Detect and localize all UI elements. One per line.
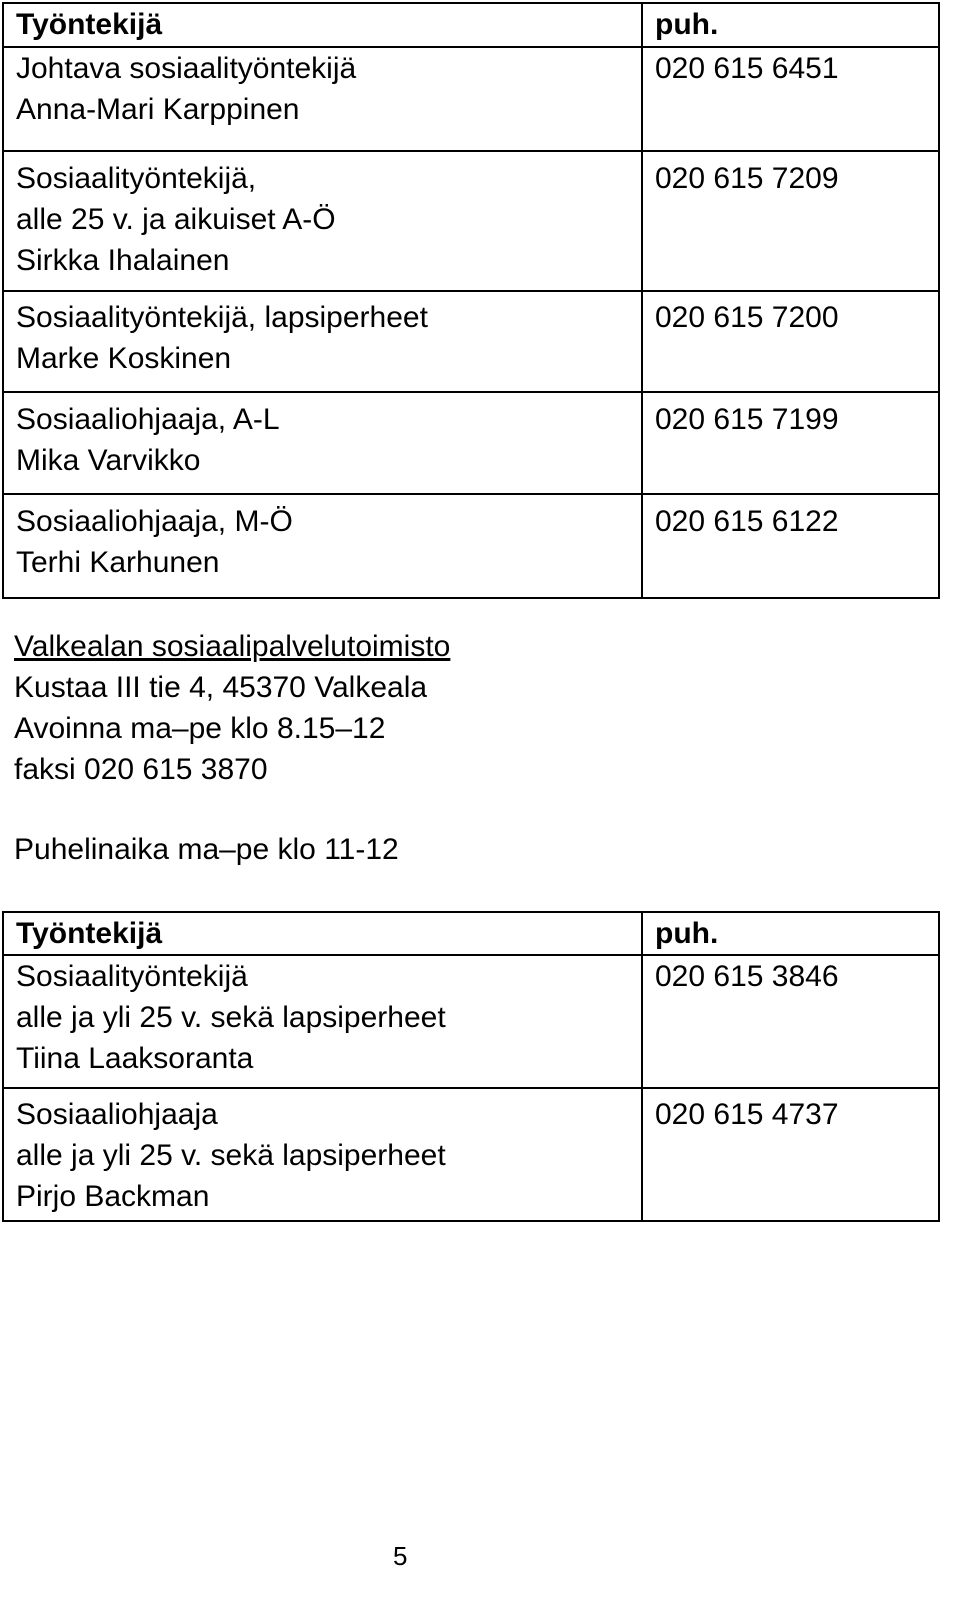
employee-cell xyxy=(3,955,642,1088)
phone-cell xyxy=(642,291,939,392)
employee-title: Sosiaaliohjaaja, M-Ö xyxy=(16,505,293,538)
header-employee: Työntekijä xyxy=(3,912,642,955)
office-info xyxy=(14,626,450,790)
employee-name: Sirkka Ihalainen xyxy=(16,244,230,277)
table-row xyxy=(3,392,939,494)
phone-cell xyxy=(642,151,939,291)
employee-scope: alle 25 v. ja aikuiset A-Ö xyxy=(16,203,336,236)
employee-cell xyxy=(3,151,642,291)
employee-scope: alle ja yli 25 v. sekä lapsiperheet xyxy=(16,1001,446,1034)
table-row xyxy=(3,291,939,392)
phone-number: 020 615 4737 xyxy=(655,1098,839,1131)
phone-number: 020 615 7199 xyxy=(655,403,839,436)
employee-cell xyxy=(3,291,642,392)
table-header-row xyxy=(3,3,939,47)
employee-name: Mika Varvikko xyxy=(16,444,201,477)
header-phone: puh. xyxy=(642,3,939,47)
staff-table-1 xyxy=(2,2,940,599)
table-row xyxy=(3,151,939,291)
employee-title: Sosiaaliohjaaja xyxy=(16,1098,218,1131)
employee-name: Marke Koskinen xyxy=(16,342,232,375)
employee-cell xyxy=(3,494,642,598)
employee-name: Anna-Mari Karppinen xyxy=(16,93,300,126)
staff-table-2 xyxy=(2,911,940,1222)
phone-cell xyxy=(642,392,939,494)
phone-number: 020 615 6122 xyxy=(655,505,839,538)
office-address: Kustaa III tie 4, 45370 Valkeala xyxy=(14,671,428,704)
employee-cell xyxy=(3,47,642,151)
employee-scope: alle ja yli 25 v. sekä lapsiperheet xyxy=(16,1139,446,1172)
phone-number: 020 615 7200 xyxy=(655,301,839,334)
employee-cell xyxy=(3,392,642,494)
employee-title: Sosiaalityöntekijä, lapsiperheet xyxy=(16,301,428,334)
employee-title: Sosiaaliohjaaja, A-L xyxy=(16,403,280,436)
employee-name: Tiina Laaksoranta xyxy=(16,1042,254,1075)
phone-cell xyxy=(642,47,939,151)
employee-cell xyxy=(3,1088,642,1221)
phone-number: 020 615 3846 xyxy=(655,960,839,993)
office-hours: Avoinna ma–pe klo 8.15–12 xyxy=(14,712,386,745)
employee-title: Johtava sosiaalityöntekijä xyxy=(16,52,357,85)
phone-cell xyxy=(642,955,939,1088)
header-phone: puh. xyxy=(642,912,939,955)
table-row xyxy=(3,955,939,1088)
phone-time: Puhelinaika ma–pe klo 11-12 xyxy=(14,833,399,866)
employee-name: Terhi Karhunen xyxy=(16,546,220,579)
table-row xyxy=(3,1088,939,1221)
phone-number: 020 615 6451 xyxy=(655,52,839,85)
table-header-row xyxy=(3,912,939,955)
header-employee: Työntekijä xyxy=(3,3,642,47)
table-row xyxy=(3,494,939,598)
office-fax: faksi 020 615 3870 xyxy=(14,753,268,786)
phone-number: 020 615 7209 xyxy=(655,162,839,195)
office-name: Valkealan sosiaalipalvelutoimisto xyxy=(14,630,451,663)
employee-name: Pirjo Backman xyxy=(16,1180,210,1213)
phone-cell xyxy=(642,494,939,598)
table-row xyxy=(3,47,939,151)
employee-title: Sosiaalityöntekijä, xyxy=(16,162,257,195)
page-number: 5 xyxy=(393,1541,408,1571)
phone-cell xyxy=(642,1088,939,1221)
employee-title: Sosiaalityöntekijä xyxy=(16,960,248,993)
